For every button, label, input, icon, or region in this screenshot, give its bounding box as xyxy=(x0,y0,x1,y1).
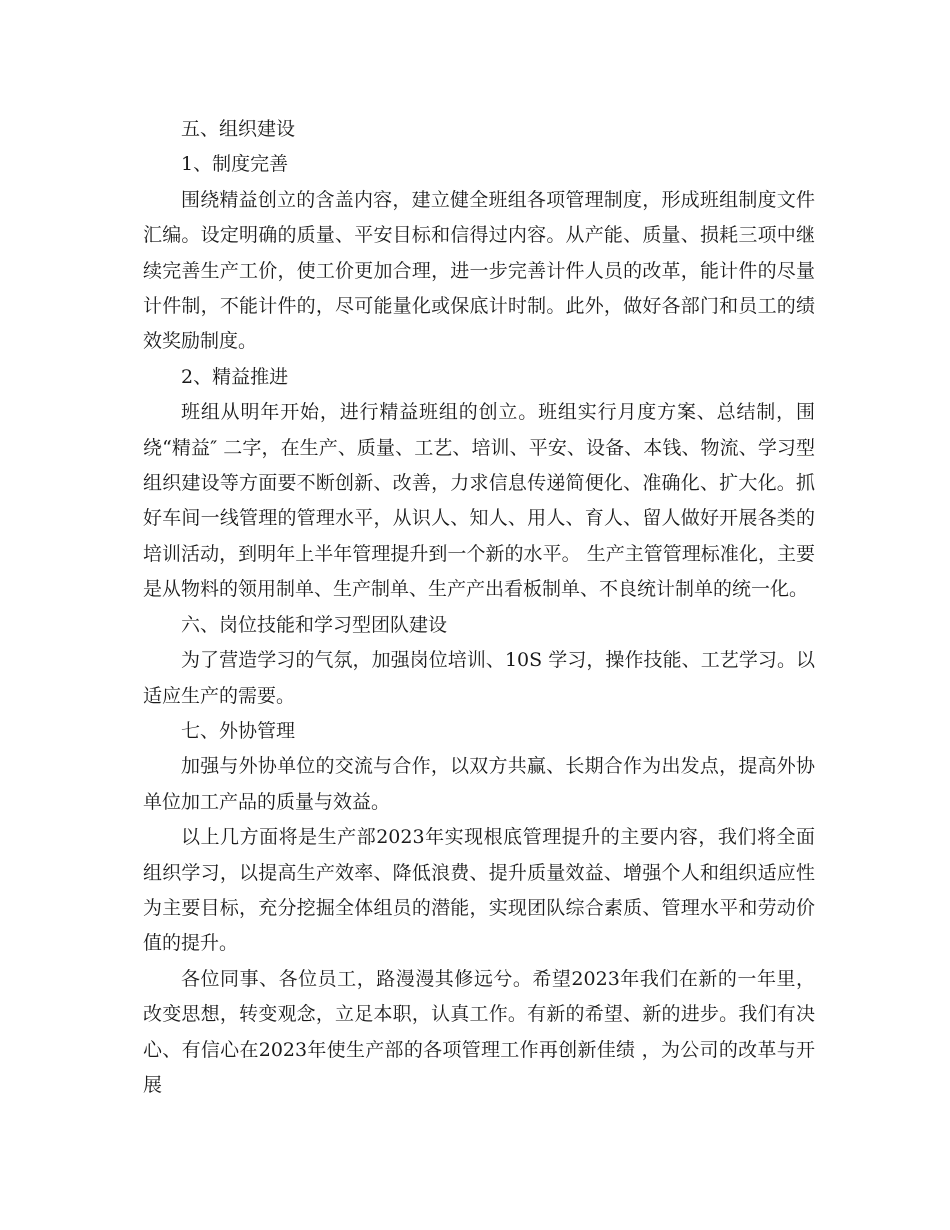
heading-organization-building: 五、组织建设 xyxy=(181,118,296,140)
subheading-system-improvement: 1、制度完善 xyxy=(181,153,289,176)
paragraph-lean-promotion: 班组从明年开始，进行精益班组的创立。班组实行月度方案、总结制，围绕“精益″ 二字，在生产、质量、工艺、培训、平安、设备、本钱、物流、学习型组织建设等方面要不断创新、改善，力求信息传递简便化、准确化、扩大化。抓好车间一线管理的管理水平，从识人、知人、用人、育人、留人做好开展各类的培训活动，到明年上半年管理提升到一个新的水平。 生产主管管理标准化，主要是从物料的领用制单、生产制单、生产产出看板制单、不良统计制单的统一化。 xyxy=(143,401,815,601)
heading-outsourcing-management: 七、外协管理 xyxy=(181,719,296,742)
document-body xyxy=(143,112,815,1103)
paragraph-summary: 以上几方面将是生产部2023年实现根底管理提升的主要内容，我们将全面组织学习，以提高生产效率、降低浪费、提升质量效益、增强个人和组织适应性为主要目标，充分挖掘全体组员的潜能，实现团队综合素质、管理水平和劳动价值的提升。 xyxy=(143,826,815,955)
paragraph-outsourcing-management: 加强与外协单位的交流与合作，以双方共赢、长期合作为出发点，提高外协单位加工产品的质量与效益。 xyxy=(143,755,815,813)
paragraph-closing: 各位同事、各位员工，路漫漫其修远兮。希望2023年我们在新的一年里，改变思想，转变观念，立足本职，认真工作。有新的希望、新的进步。我们有决心、有信心在2023年使生产部的各项管理工作再创新佳绩 ，为公司的改革与开展 xyxy=(143,967,815,1096)
subheading-lean-promotion: 2、精益推进 xyxy=(181,365,289,388)
heading-skills-learning-team: 六、岗位技能和学习型团队建设 xyxy=(181,613,448,636)
paragraph-skills-learning-team: 为了营造学习的气氛，加强岗位培训、10S 学习，操作技能、工艺学习。以适应生产的需要。 xyxy=(143,649,815,707)
paragraph-system-improvement: 围绕精益创立的含盖内容，建立健全班组各项管理制度，形成班组制度文件汇编。设定明确的质量、平安目标和信得过内容。从产能、质量、损耗三项中继续完善生产工价，使工价更加合理，进一步完善计件人员的改革，能计件的尽量计件制，不能计件的，尽可能量化或保底计时制。此外，做好各部门和员工的绩效奖励制度。 xyxy=(143,188,815,353)
